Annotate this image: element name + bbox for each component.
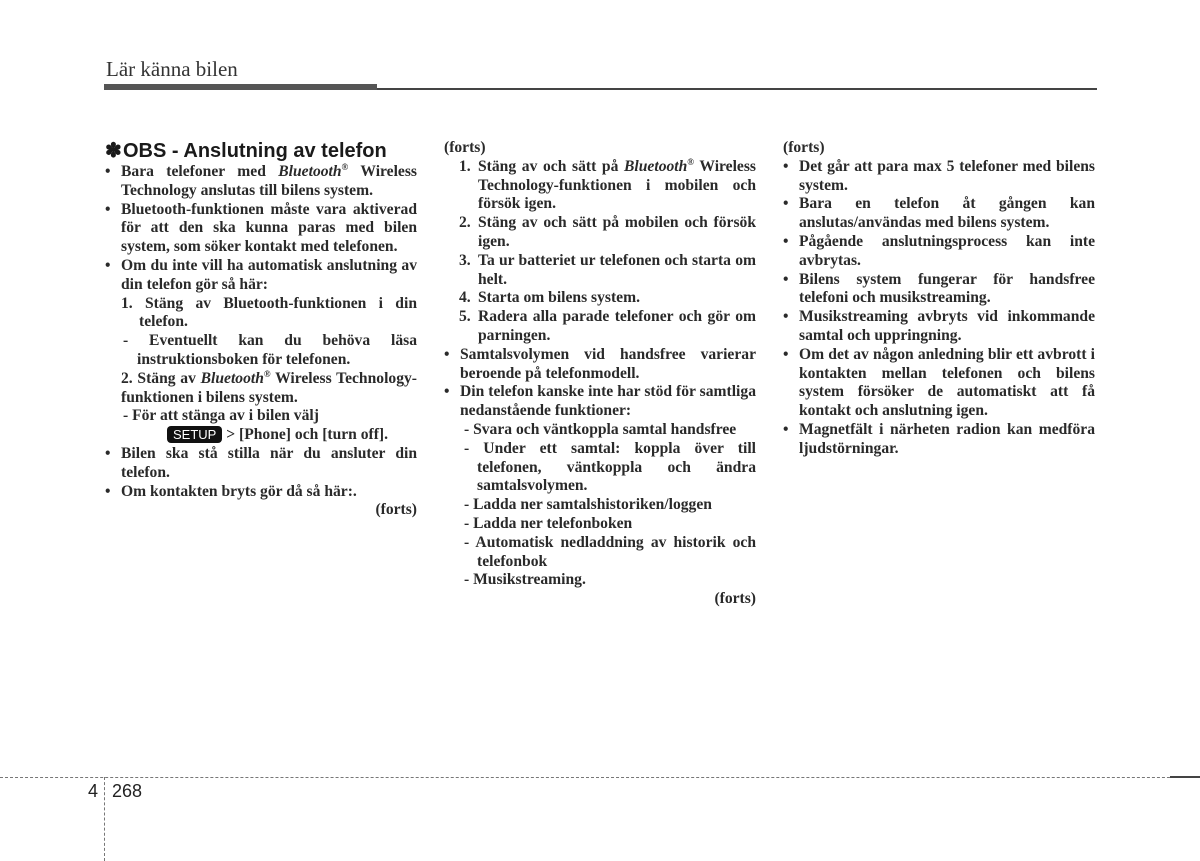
step-item — [444, 214, 756, 252]
bullet-icon: • — [105, 256, 111, 274]
list-item — [105, 201, 417, 257]
text: Bluetooth-funktionen måste vara aktiverad för att den ska kunna paras med bilen system, som söker kontakt med telefonen. — [121, 200, 417, 256]
text: - För att stänga av i bilen välj — [123, 407, 319, 425]
column-2 — [444, 139, 756, 609]
sub-item — [105, 407, 417, 445]
sub-item — [444, 534, 756, 572]
text: - Ladda ner telefonboken — [464, 514, 633, 532]
text: Magnetfält i närheten radion kan medföra ljudstörningar. — [799, 420, 1095, 457]
text: - Ladda ner samtalshistoriken/loggen — [464, 496, 712, 514]
bullet-icon: • — [105, 482, 111, 500]
text: 2. Stäng av — [121, 369, 201, 387]
step-item — [444, 289, 756, 308]
continued-label: (forts) — [375, 501, 417, 519]
list-item — [105, 163, 417, 201]
asterisk-icon: ✽ — [105, 140, 122, 162]
text: Din telefon kanske inte har stöd för samtliga nedanstående funktioner: — [460, 383, 756, 420]
continued-label-top: (forts) — [783, 139, 825, 156]
step-number: 3. — [459, 251, 471, 269]
step-number: 5. — [459, 308, 471, 326]
note-heading-text: OBS - Anslutning av telefon — [123, 140, 387, 162]
step-item — [444, 158, 756, 214]
text: - Automatisk nedladdning av historik och telefonbok — [464, 533, 756, 570]
text: Bara en telefon åt gången kan anslutas/användas med bilens system. — [799, 195, 1095, 232]
bullet-icon: • — [783, 232, 789, 250]
list-item — [783, 346, 1095, 421]
footer-divider — [0, 777, 1200, 778]
bullet-icon: • — [783, 270, 789, 288]
text: Pågående anslutningsprocess kan inte avbrytas. — [799, 232, 1095, 269]
continued-label-top: (forts) — [444, 139, 486, 156]
list-item — [105, 257, 417, 295]
column-1 — [105, 139, 417, 520]
step-item — [105, 295, 417, 333]
setup-key-icon: SETUP — [167, 426, 222, 443]
footer-edge-mark — [1170, 776, 1200, 778]
step-number: 1. — [459, 157, 471, 175]
bullet-icon: • — [783, 157, 789, 175]
step-item — [444, 308, 756, 346]
step-item — [444, 252, 756, 290]
registered-mark: ® — [263, 368, 271, 379]
sub-item — [444, 571, 756, 590]
list-item — [783, 308, 1095, 346]
text: Radera alla parade telefoner och gör om parningen. — [478, 308, 756, 344]
registered-mark: ® — [687, 156, 695, 167]
text: Bilen ska stå stilla när du ansluter din telefon. — [121, 444, 417, 481]
registered-mark: ® — [341, 161, 349, 172]
step-number: 2. — [459, 214, 471, 232]
list-item — [783, 271, 1095, 309]
text: - Under ett samtal: koppla över till telefonen, väntkoppla och ändra samtalsvolymen. — [464, 439, 756, 495]
sub-item — [444, 421, 756, 440]
section-title: Lär känna bilen — [106, 57, 238, 81]
text: Bilens system fungerar för handsfree telefoni och musikstreaming. — [799, 270, 1095, 307]
list-item — [444, 346, 756, 384]
sub-item — [444, 515, 756, 534]
text: Samtalsvolymen vid handsfree varierar beroende på telefonmodell. — [460, 345, 756, 382]
text: Stäng av och sätt på mobilen och försök igen. — [478, 214, 756, 250]
list-item — [783, 421, 1095, 459]
text: Ta ur batteriet ur telefonen och starta om helt. — [478, 251, 756, 288]
bullet-icon: • — [105, 444, 111, 462]
bullet-icon: • — [783, 308, 789, 326]
text: 1. Stäng av Bluetooth-funktionen i din telefon. — [121, 294, 417, 331]
text: Om det av någon anledning blir ett avbrott i kontakten mellan telefonen och bilens system försöker de automatiskt att få kontakt och anslutning igen. — [799, 345, 1095, 420]
text-italic: Bluetooth — [624, 157, 688, 175]
continued-label: (forts) — [714, 590, 756, 608]
footer-vertical-divider — [104, 777, 105, 861]
list-item — [105, 445, 417, 483]
text: Starta om bilens system. — [478, 289, 640, 307]
list-item — [444, 383, 756, 421]
text: - Musikstreaming. — [464, 571, 586, 589]
text: Om du inte vill ha automatisk anslutning av din telefon gör så här: — [121, 256, 417, 293]
bullet-icon: • — [783, 345, 789, 363]
text: Om kontakten bryts gör då så här:. — [121, 482, 357, 500]
bullet-icon: • — [783, 420, 789, 438]
sub-item — [444, 440, 756, 496]
chapter-number: 4 — [88, 781, 99, 801]
list-item — [783, 233, 1095, 271]
step-item — [105, 370, 417, 408]
bullet-icon: • — [783, 195, 789, 213]
bullet-icon: • — [105, 200, 111, 218]
bullet-icon: • — [444, 345, 450, 363]
text: Wireless Technology-funktionen i mobilen och försök igen. — [478, 157, 756, 213]
note-heading — [105, 139, 417, 163]
text: Stäng av och sätt på — [478, 157, 625, 175]
text: Det går att para max 5 telefoner med bilens system. — [799, 157, 1095, 194]
text: Bara telefoner med — [121, 163, 279, 180]
list-item — [783, 158, 1095, 196]
text: Wireless Technology-funktionen i bilens system. — [121, 369, 417, 406]
list-item — [783, 195, 1095, 233]
bullet-icon: • — [105, 163, 111, 180]
text-italic: Bluetooth — [200, 369, 264, 387]
sub-item — [444, 496, 756, 515]
sub-item — [105, 332, 417, 370]
step-number: 4. — [459, 289, 471, 307]
bullet-icon: • — [444, 383, 450, 401]
text-italic: Bluetooth — [278, 163, 342, 180]
column-3 — [783, 139, 1095, 459]
header-rule-thick — [104, 84, 377, 90]
header-rule-thin — [377, 88, 1097, 90]
text: > [Phone] och [turn off]. — [222, 426, 389, 444]
text: Wireless Technology anslutas till bilens system. — [121, 163, 417, 199]
page-number: 268 — [112, 781, 143, 801]
text: - Eventuellt kan du behöva läsa instruktionsboken för telefonen. — [123, 332, 417, 368]
text: Musikstreaming avbryts vid inkommande samtal och uppringning. — [799, 308, 1095, 344]
list-item — [105, 483, 417, 502]
text: - Svara och väntkoppla samtal handsfree — [464, 420, 737, 438]
